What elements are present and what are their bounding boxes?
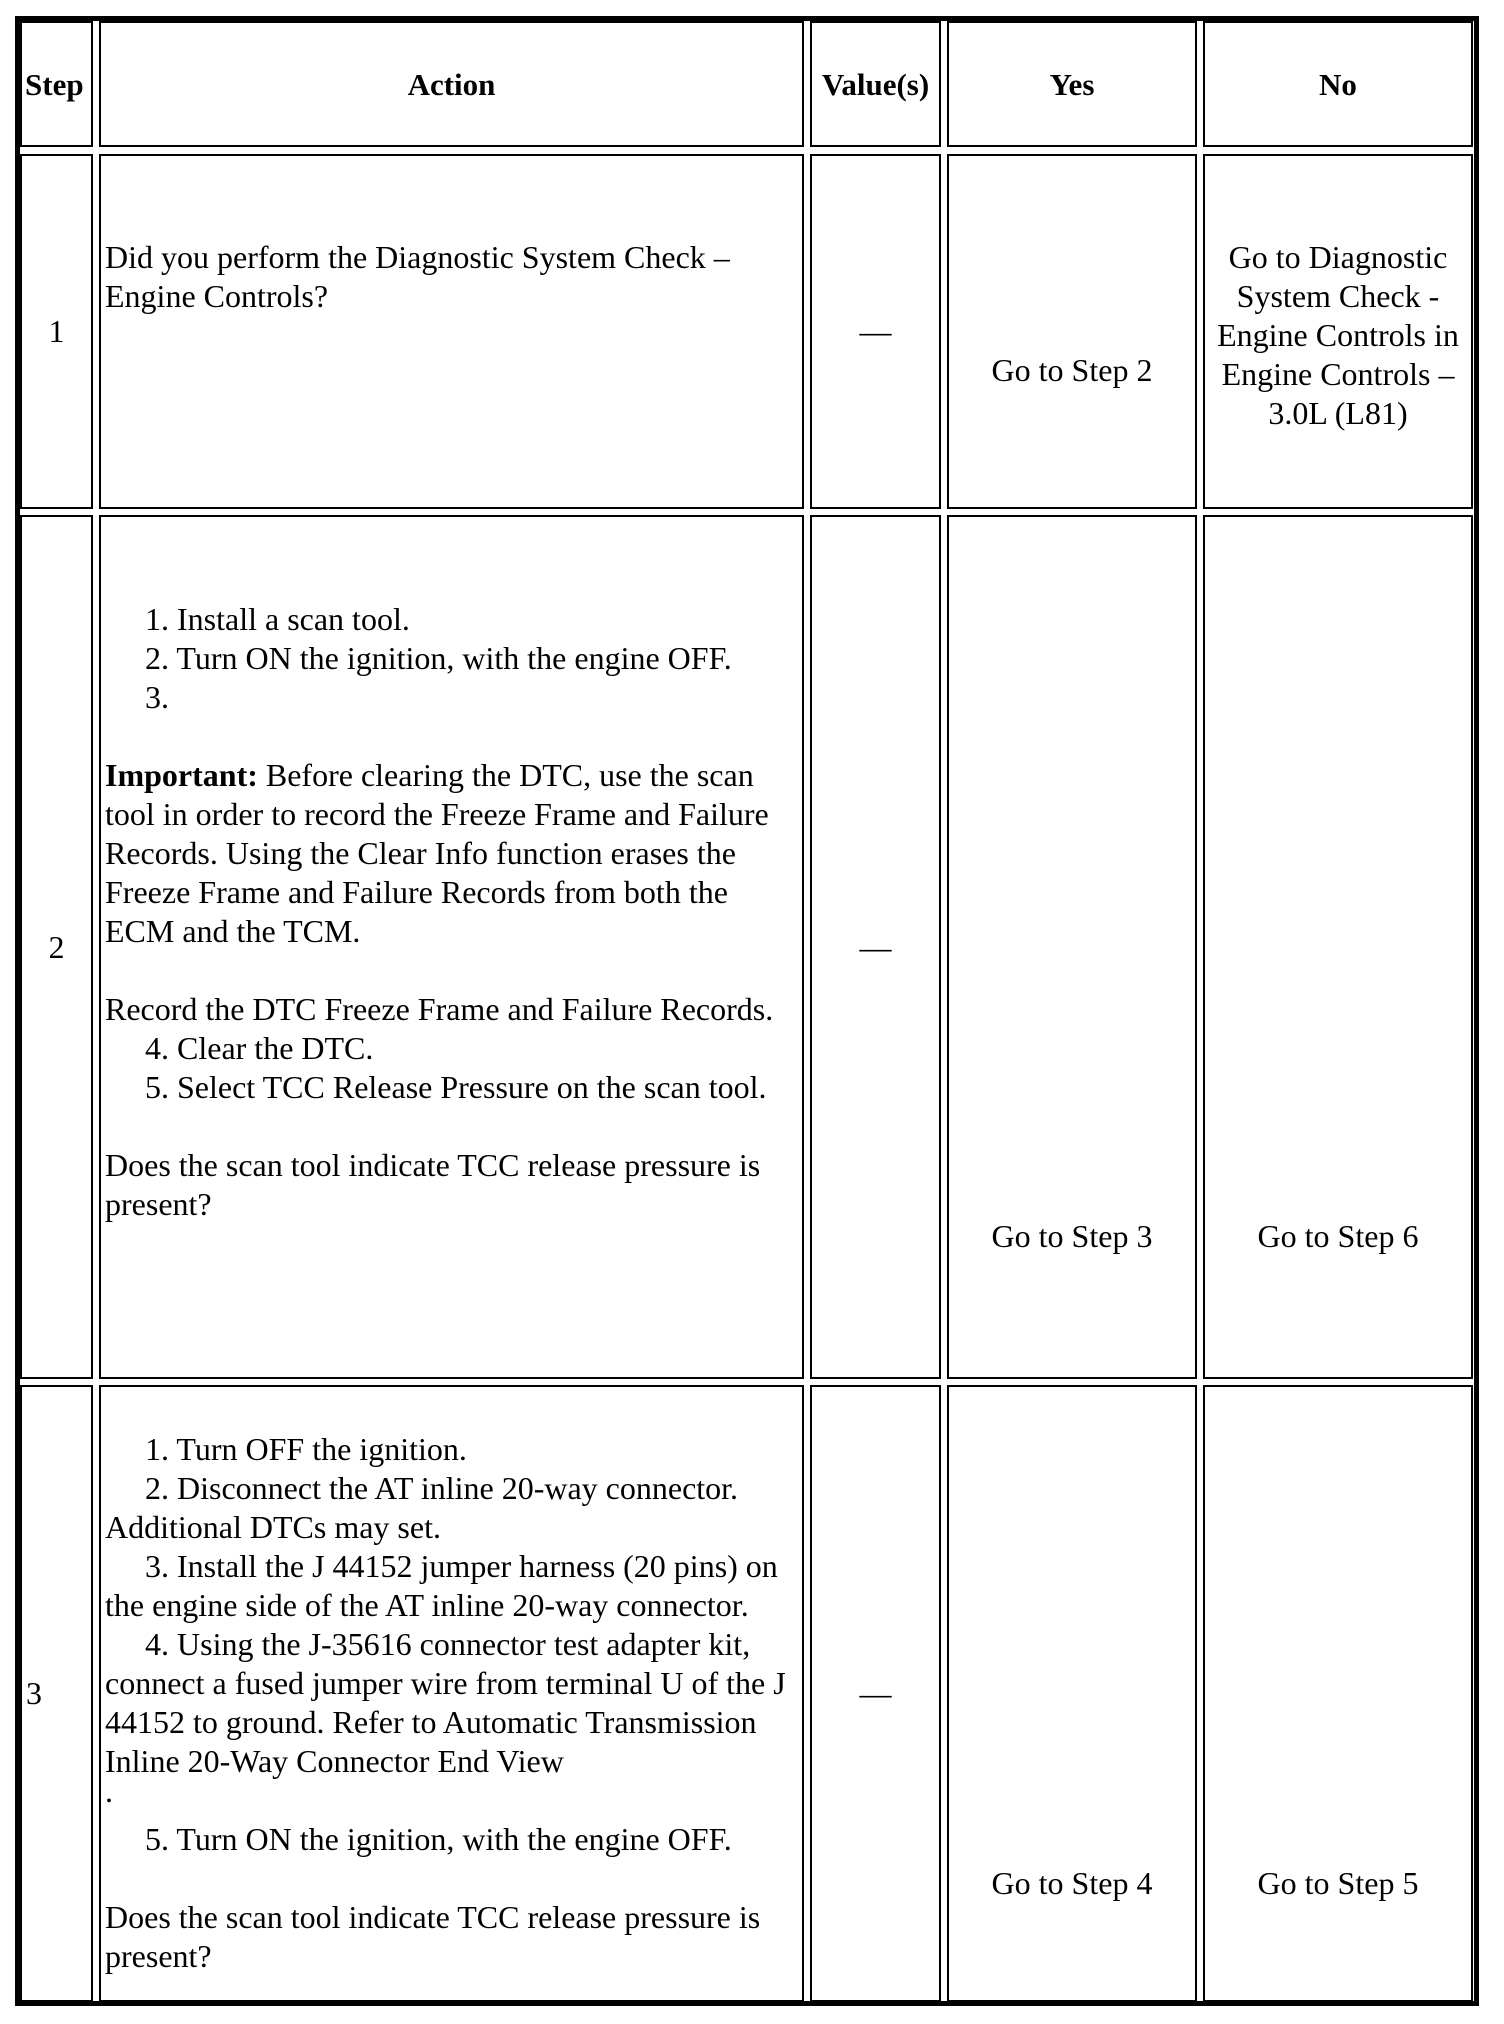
step-2-number: 2 <box>20 515 93 1379</box>
step-3-number: 3 <box>20 1385 93 2002</box>
step-3-value-dash: — <box>859 1675 892 1711</box>
step-2-important-text: Before clearing the DTC, use the scan tool in order to record the Freeze Frame and Failure Records. Using the Clear Info function erases the Freeze Frame and Failure Records from both the ECM and the TCM. <box>105 757 769 949</box>
step-3-item-1: 1. Turn OFF the ignition. <box>145 1431 467 1467</box>
step-1-value-dash: — <box>859 313 892 349</box>
step-2-value <box>810 515 941 1379</box>
step-2-important-label: Important: <box>105 757 258 793</box>
header-no: No <box>1203 21 1473 147</box>
step-2-item-2: 2. Turn ON the ignition, with the engine OFF. <box>145 640 732 676</box>
step-3-no: Go to Step 5 <box>1203 1385 1473 2002</box>
header-action: Action <box>99 21 804 147</box>
header-values: Value(s) <box>810 21 941 147</box>
step-2-record-text: Record the DTC Freeze Frame and Failure Records. <box>105 991 774 1027</box>
step-1-action <box>99 154 804 509</box>
step-1-value <box>810 154 941 509</box>
header-yes: Yes <box>947 21 1197 147</box>
header-step: Step <box>20 21 93 147</box>
step-3-value <box>810 1385 941 2002</box>
step-2-item-3: 3. <box>145 679 169 715</box>
step-1-action-text: Did you perform the Diagnostic System Check – Engine Controls? <box>105 239 730 314</box>
step-3-item-4-period: . <box>105 1773 113 1809</box>
step-2-item-5: 5. Select TCC Release Pressure on the scan tool. <box>145 1069 767 1105</box>
step-2-question: Does the scan tool indicate TCC release pressure is present? <box>105 1147 761 1222</box>
step-2-no: Go to Step 6 <box>1203 515 1473 1379</box>
step-2-item-4: 4. Clear the DTC. <box>145 1030 374 1066</box>
step-3-question: Does the scan tool indicate TCC release pressure is present? <box>105 1899 761 1974</box>
step-1-yes: Go to Step 2 <box>947 154 1197 509</box>
step-2-important-note <box>105 756 800 951</box>
step-2-item-1: 1. Install a scan tool. <box>145 601 410 637</box>
step-3-item-2: 2. Disconnect the AT inline 20-way connector. Additional DTCs may set. <box>105 1470 739 1545</box>
step-3-item-3: 3. Install the J 44152 jumper harness (20 pins) on the engine side of the AT inline 20-way connector. <box>105 1548 778 1623</box>
step-2-yes: Go to Step 3 <box>947 515 1197 1379</box>
step-2-value-dash: — <box>859 928 892 965</box>
step-3-item-4: 4. Using the J-35616 connector test adapter kit, connect a fused jumper wire from terminal U of the J 44152 to ground. Refer to Automatic Transmission Inline 20-Way Connector End View <box>105 1626 786 1779</box>
step-1-no: Go to Diagnostic System Check - Engine Controls in Engine Controls – 3.0L (L81) <box>1203 154 1473 509</box>
step-3-action <box>99 1385 804 2002</box>
step-3-yes: Go to Step 4 <box>947 1385 1197 2002</box>
step-2-action <box>99 515 804 1379</box>
step-3-item-5: 5. Turn ON the ignition, with the engine OFF. <box>145 1821 732 1857</box>
step-1-number: 1 <box>20 154 93 509</box>
